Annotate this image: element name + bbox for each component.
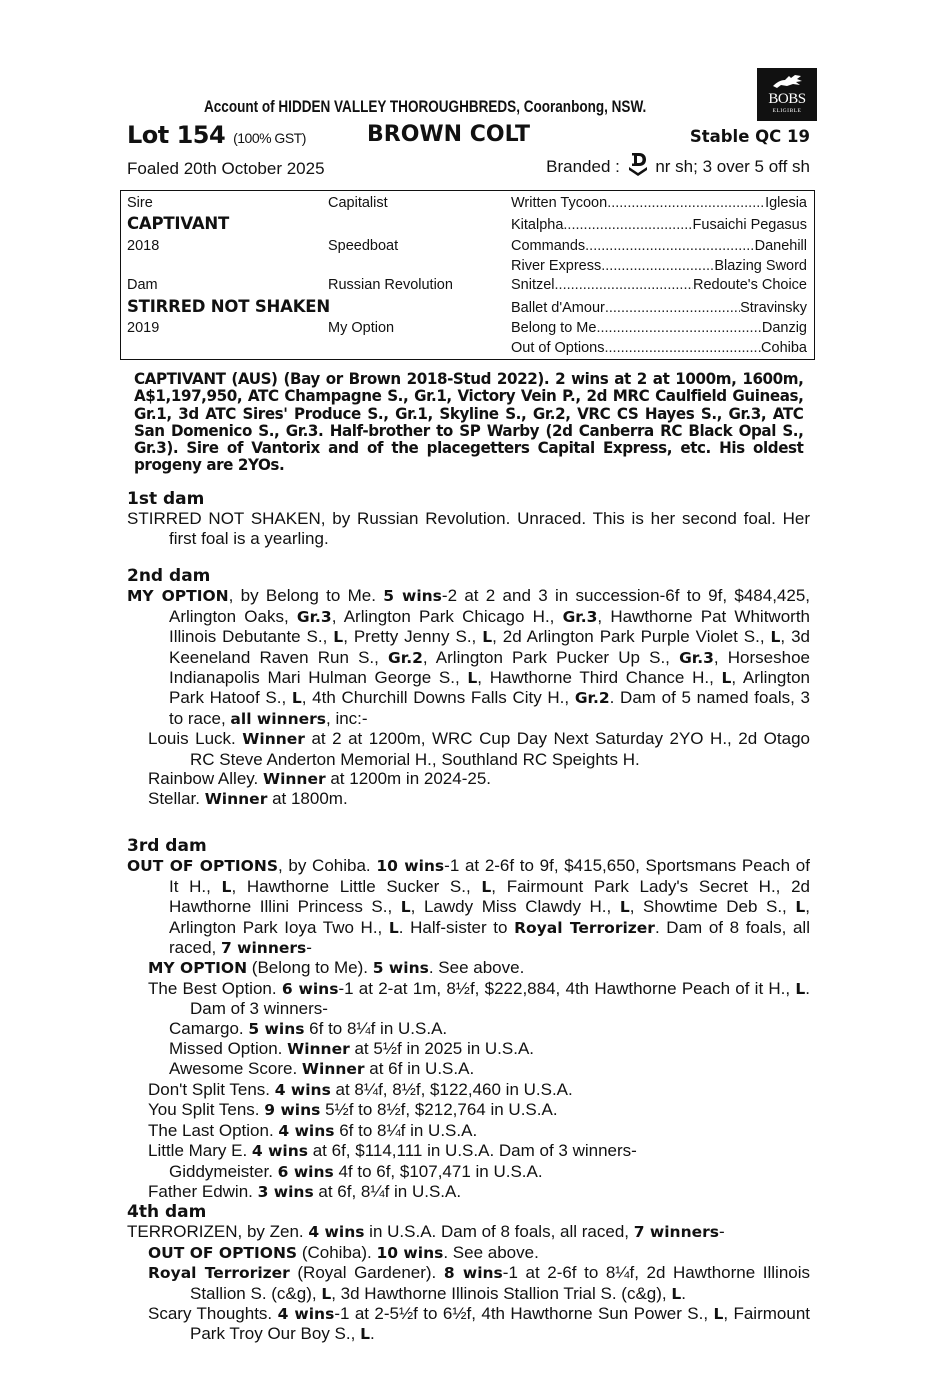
bold-text: Gr.3 xyxy=(562,607,598,626)
bold-text: 10 wins xyxy=(376,857,445,876)
text: , Hawthorne Third Chance H., xyxy=(477,668,722,688)
text: Rainbow Alley. xyxy=(148,769,263,789)
progeny-entry xyxy=(127,979,810,1019)
text: -2 at 2 and 3 in succession-6f to 9f, $484,425, Arlington Oaks, xyxy=(169,586,811,626)
text: , Pretty Jenny S., xyxy=(343,627,483,647)
leader-dots xyxy=(601,258,714,274)
bold-text: 4 wins xyxy=(251,1142,308,1161)
text: , by Cohiba. xyxy=(278,856,377,876)
text: at 6f, 8¼f in U.S.A. xyxy=(313,1181,462,1201)
section-heading: 1st dam xyxy=(127,489,205,509)
pedigree-g3-row xyxy=(511,277,807,293)
text: , Arlington Park Ioya Two H., xyxy=(169,897,810,937)
text: -1 at 2-6f to 8¼f, 2d Hawthorne Illinois Stallion S. (c&g), xyxy=(190,1263,811,1303)
section-heading: 4th dam xyxy=(127,1202,207,1222)
brand-mark-icon xyxy=(627,152,649,176)
bold-text: 4 wins xyxy=(274,1080,331,1099)
stable-location: Stable QC 19 xyxy=(689,127,810,146)
text: . See above. xyxy=(443,1242,539,1262)
text: Little Mary E. xyxy=(148,1141,252,1161)
text: , Arlington Park Hatoof S., xyxy=(169,668,810,708)
text: (Belong to Me). xyxy=(247,958,373,978)
g3-sire: Redoute's Choice xyxy=(692,277,807,293)
progeny-entry xyxy=(127,1019,810,1039)
g3-sire: Fusaichi Pegasus xyxy=(692,217,807,233)
g3-sire: Cohiba xyxy=(761,340,807,356)
text: , 4th Churchill Downs Falls City H., xyxy=(301,688,575,708)
branded-info xyxy=(546,152,810,177)
g3-horse: Ballet d'Amour xyxy=(511,300,605,316)
bold-text: L xyxy=(467,669,478,688)
g3-horse: Out of Options xyxy=(511,340,605,356)
lot-row xyxy=(127,121,810,151)
text: at 1800m. xyxy=(267,789,348,809)
bobs-eligible-logo xyxy=(757,68,817,121)
gst-note: (100% GST) xyxy=(233,130,306,146)
text: , 3d Hawthorne Illinois Stallion Trial S. (c&g), xyxy=(331,1283,672,1303)
first-dam-section xyxy=(127,490,810,548)
text: TERRORIZEN, by Zen. xyxy=(127,1222,309,1242)
text: Father Edwin. xyxy=(148,1181,258,1201)
first-dam-text: STIRRED NOT SHAKEN, by Russian Revolution. Unraced. This is her second foal. Her first foal is a yearling. xyxy=(127,509,810,548)
text: at 6f in U.S.A. xyxy=(364,1059,475,1079)
progeny-entry xyxy=(127,769,810,789)
pedigree-table xyxy=(120,190,815,360)
text: Stellar. xyxy=(148,789,205,809)
logo-line2: ELIGIBLE xyxy=(772,108,802,114)
text: 6f to 8¼f in U.S.A. xyxy=(304,1018,448,1038)
leader-dots xyxy=(585,238,754,254)
vendor-account: Account of HIDDEN VALLEY THOROUGHBREDS, Cooranbong, NSW. xyxy=(204,98,647,116)
text: Camargo. xyxy=(169,1018,249,1038)
fourth-dam-text xyxy=(127,1222,810,1242)
text: in U.S.A. Dam of 8 foals, all raced, xyxy=(364,1222,634,1242)
bold-text: 10 wins xyxy=(376,1243,444,1262)
bold-text: Royal Terrorizer xyxy=(148,1264,290,1283)
pedigree-g3-row xyxy=(511,238,807,254)
bold-text: OUT OF OPTIONS xyxy=(148,1243,298,1262)
text: Giddymeister. xyxy=(169,1161,278,1181)
bold-text: 3 wins xyxy=(257,1182,314,1201)
bold-text: Winner xyxy=(242,730,305,749)
section-heading: 2nd dam xyxy=(127,566,211,586)
bold-text: MY OPTION xyxy=(148,959,248,978)
bold-text: L xyxy=(795,979,806,998)
bold-text: Gr.2 xyxy=(574,689,610,708)
foaled-date: Foaled 20th October 2025 xyxy=(127,159,325,178)
g3-sire: Danehill xyxy=(754,238,807,254)
text: . Dam of 8 foals, all raced, xyxy=(169,917,810,958)
text: , 2d Arlington Park Purple Violet S., xyxy=(492,627,771,647)
text: , inc:- xyxy=(326,708,368,728)
text: at 2 at 1200m, WRC Cup Day Next Saturday 2YO H., 2d Otago RC Steve Anderton Memorial H., Southland RC Speights H. xyxy=(190,729,810,769)
progeny-entry xyxy=(127,789,810,809)
pedigree-g2-dam-sire: Russian Revolution xyxy=(328,277,453,293)
text: , Showtime Deb S., xyxy=(629,897,796,917)
bold-text: Royal Terrorizer xyxy=(514,918,655,937)
progeny-entry xyxy=(127,1100,810,1120)
g3-sire: Blazing Sword xyxy=(714,258,807,274)
pedigree-g3-row xyxy=(511,320,807,336)
progeny-entry xyxy=(127,1162,810,1182)
leader-dots xyxy=(605,300,740,316)
text: Louis Luck. xyxy=(148,729,243,749)
pedigree-g3-row xyxy=(511,217,807,233)
g3-sire: Iglesia xyxy=(765,195,807,211)
lot-label: Lot 154 xyxy=(127,121,226,149)
bold-text: 5 wins xyxy=(383,587,442,606)
text: at 6f, $114,111 in U.S.A. Dam of 3 winners- xyxy=(308,1141,637,1161)
bold-text: 6 wins xyxy=(281,979,339,998)
bold-text: Gr.3 xyxy=(679,648,714,667)
text: , 3d Keeneland Raven Run S., xyxy=(169,627,810,667)
lot-number xyxy=(127,121,306,149)
pedigree-g3-row xyxy=(511,258,807,274)
bold-text: L xyxy=(333,628,344,647)
text: - xyxy=(719,1222,725,1242)
text: You Split Tens. xyxy=(148,1100,265,1120)
bold-text: L xyxy=(770,628,781,647)
bold-text: L xyxy=(619,898,630,917)
text: (Cohiba). xyxy=(297,1242,377,1262)
g3-horse: Snitzel xyxy=(511,277,555,293)
text: , Fairmount Park Troy Our Boy S., xyxy=(190,1304,810,1344)
bold-text: 6 wins xyxy=(277,1162,334,1181)
bold-text: Winner xyxy=(287,1040,350,1059)
third-dam-progeny xyxy=(127,958,810,1202)
text: , Arlington Park Chicago H., xyxy=(331,606,563,626)
progeny-entry xyxy=(127,1121,810,1141)
progeny-entry xyxy=(127,1039,810,1059)
pedigree-g2-sire-sire: Capitalist xyxy=(328,195,388,211)
progeny-entry xyxy=(127,1141,810,1161)
bold-text: all winners xyxy=(230,709,326,728)
pedigree-g2-sire-dam: Speedboat xyxy=(328,238,399,254)
leader-dots xyxy=(605,340,762,356)
text: Awesome Score. xyxy=(169,1059,302,1079)
text: , Arlington Park Pucker Up S., xyxy=(422,647,680,667)
text: , by Belong to Me. xyxy=(228,586,384,606)
text: - xyxy=(306,938,312,958)
third-dam-section xyxy=(127,837,810,1202)
text: , Hawthorne Pat Whitworth Illinois Debutante S., xyxy=(169,606,810,647)
second-dam-section xyxy=(127,567,810,810)
g3-sire: Stravinsky xyxy=(740,300,807,316)
dam-name: STIRRED NOT SHAKEN xyxy=(127,297,330,316)
bold-text: 7 winners xyxy=(633,1223,719,1242)
text: , Lawdy Miss Clawdy H., xyxy=(410,897,620,917)
pedigree-g3-row xyxy=(511,300,807,316)
sire-year: 2018 xyxy=(127,238,160,254)
horse-head-icon xyxy=(771,72,803,92)
second-dam-text xyxy=(127,586,810,729)
bold-text: 5 wins xyxy=(248,1019,305,1038)
sire-name: CAPTIVANT xyxy=(127,214,230,233)
bold-text: L xyxy=(388,918,399,937)
text: , Horseshoe Indianapolis Mari Hulman George S., xyxy=(169,647,810,688)
text: , Hawthorne Little Sucker S., xyxy=(231,876,482,896)
dam-label: Dam xyxy=(127,277,158,293)
branded-text: nr sh; 3 over 5 off sh xyxy=(655,157,810,176)
pedigree-g3-row xyxy=(511,195,807,211)
bold-text: 4 wins xyxy=(278,1121,335,1140)
g3-horse: Written Tycoon xyxy=(511,195,608,211)
bold-text: MY OPTION xyxy=(127,587,229,606)
text: . Dam of 5 named foals, 3 to race, xyxy=(169,688,811,728)
text: . Dam of 3 winners- xyxy=(190,978,810,1019)
leader-dots xyxy=(607,195,765,211)
text: . Half-sister to xyxy=(398,917,515,937)
text: The Last Option. xyxy=(148,1120,279,1140)
text: Scary Thoughts. xyxy=(148,1304,278,1324)
bold-text: Gr.2 xyxy=(388,648,423,667)
bold-text: L xyxy=(481,877,492,896)
text: 4f to 6f, $107,471 in U.S.A. xyxy=(333,1161,543,1181)
bold-text: L xyxy=(400,898,411,917)
leader-dots xyxy=(563,217,692,233)
second-dam-progeny xyxy=(127,729,810,810)
section-heading: 3rd dam xyxy=(127,836,207,856)
third-dam-text xyxy=(127,856,810,958)
bold-text: L xyxy=(713,1305,724,1324)
sire-description: CAPTIVANT (AUS) (Bay or Brown 2018-Stud 2022). 2 wins at 2 at 1000m, 1600m, A$1,197,950, ATC Champagne S., Gr.1, Victory Vein P., 2d MRC Caulfield Guineas, Gr.1, 3d ATC Sires' Produce S., Gr.1, Skyline S., Gr.2, VRC CS Hayes S., Gr.3, ATC San Domenico S., Gr.3. Half-brother to SP Warby (2d Canberra RC Black Opal S., Gr.3). Sire of Vantorix and of the placegetters Capital Express, etc. His oldest progeny are 2YOs. xyxy=(134,369,804,475)
bold-text: L xyxy=(795,898,806,917)
bold-text: 7 winners xyxy=(220,939,307,958)
leader-dots xyxy=(596,320,761,336)
g3-sire: Danzig xyxy=(761,320,807,336)
progeny-entry xyxy=(127,1182,810,1202)
dam-year: 2019 xyxy=(127,320,160,336)
text: . xyxy=(681,1283,686,1303)
branded-label: Branded : xyxy=(546,157,620,176)
text: 5½f to 8½f, $212,764 in U.S.A. xyxy=(320,1100,558,1120)
bold-text: L xyxy=(721,669,732,688)
text: The Best Option. xyxy=(148,978,282,998)
text: at 5½f in 2025 in U.S.A. xyxy=(349,1039,535,1059)
text: at 8¼f, 8½f, $122,460 in U.S.A. xyxy=(330,1079,573,1099)
text: (Royal Gardener). xyxy=(289,1263,444,1283)
bold-text: Gr.3 xyxy=(296,607,332,626)
fourth-dam-section xyxy=(127,1203,810,1345)
bold-text: Winner xyxy=(262,770,326,789)
logo-line1: BOBS xyxy=(768,91,806,107)
pedigree-g2-dam-dam: My Option xyxy=(328,320,395,336)
bold-text: L xyxy=(671,1284,682,1303)
text: , Fairmount Park Lady's Secret H., 2d Hawthorne Illini Princess S., xyxy=(169,876,810,917)
bold-text: L xyxy=(482,628,493,647)
bold-text: 5 wins xyxy=(372,959,429,978)
leader-dots xyxy=(555,277,693,293)
bold-text: Winner xyxy=(204,790,268,809)
text: -1 at 2-5½f to 6½f, 4th Hawthorne Sun Power S., xyxy=(334,1304,714,1324)
g3-horse: Commands xyxy=(511,238,586,254)
progeny-entry xyxy=(127,958,810,978)
g3-horse: Kitalpha xyxy=(511,217,564,233)
bold-text: 8 wins xyxy=(443,1264,503,1283)
bold-text: 4 wins xyxy=(277,1305,335,1324)
text: at 1200m in 2024-25. xyxy=(325,769,492,789)
bold-text: 4 wins xyxy=(308,1223,365,1242)
text: -1 at 2-6f to 9f, $415,650, Sportsmans Peach of It H., xyxy=(169,856,810,896)
fourth-dam-progeny xyxy=(127,1243,810,1345)
bold-text: 9 wins xyxy=(264,1101,321,1120)
g3-horse: River Express xyxy=(511,258,602,274)
progeny-entry xyxy=(127,729,810,769)
progeny-entry xyxy=(127,1080,810,1100)
progeny-entry xyxy=(127,1304,810,1345)
bold-text: Winner xyxy=(301,1060,365,1079)
text: . See above. xyxy=(428,958,525,978)
bold-text: L xyxy=(360,1325,370,1344)
sire-label: Sire xyxy=(127,195,153,211)
text: -1 at 2-at 1m, 8½f, $222,884, 4th Hawthorne Peach of it H., xyxy=(338,978,796,998)
bold-text: OUT OF OPTIONS xyxy=(127,857,278,876)
progeny-entry xyxy=(127,1243,810,1263)
bold-text: L xyxy=(221,877,232,896)
bold-text: L xyxy=(291,689,302,708)
text: . xyxy=(369,1324,375,1344)
g3-horse: Belong to Me xyxy=(511,320,597,336)
text: 6f to 8¼f in U.S.A. xyxy=(334,1120,478,1140)
progeny-entry xyxy=(127,1059,810,1079)
pedigree-g3-row xyxy=(511,340,807,356)
progeny-entry xyxy=(127,1263,810,1304)
text: Don't Split Tens. xyxy=(148,1079,275,1099)
text: Missed Option. xyxy=(169,1039,288,1059)
bold-text: L xyxy=(321,1284,332,1303)
lot-title: BROWN COLT xyxy=(367,122,530,147)
